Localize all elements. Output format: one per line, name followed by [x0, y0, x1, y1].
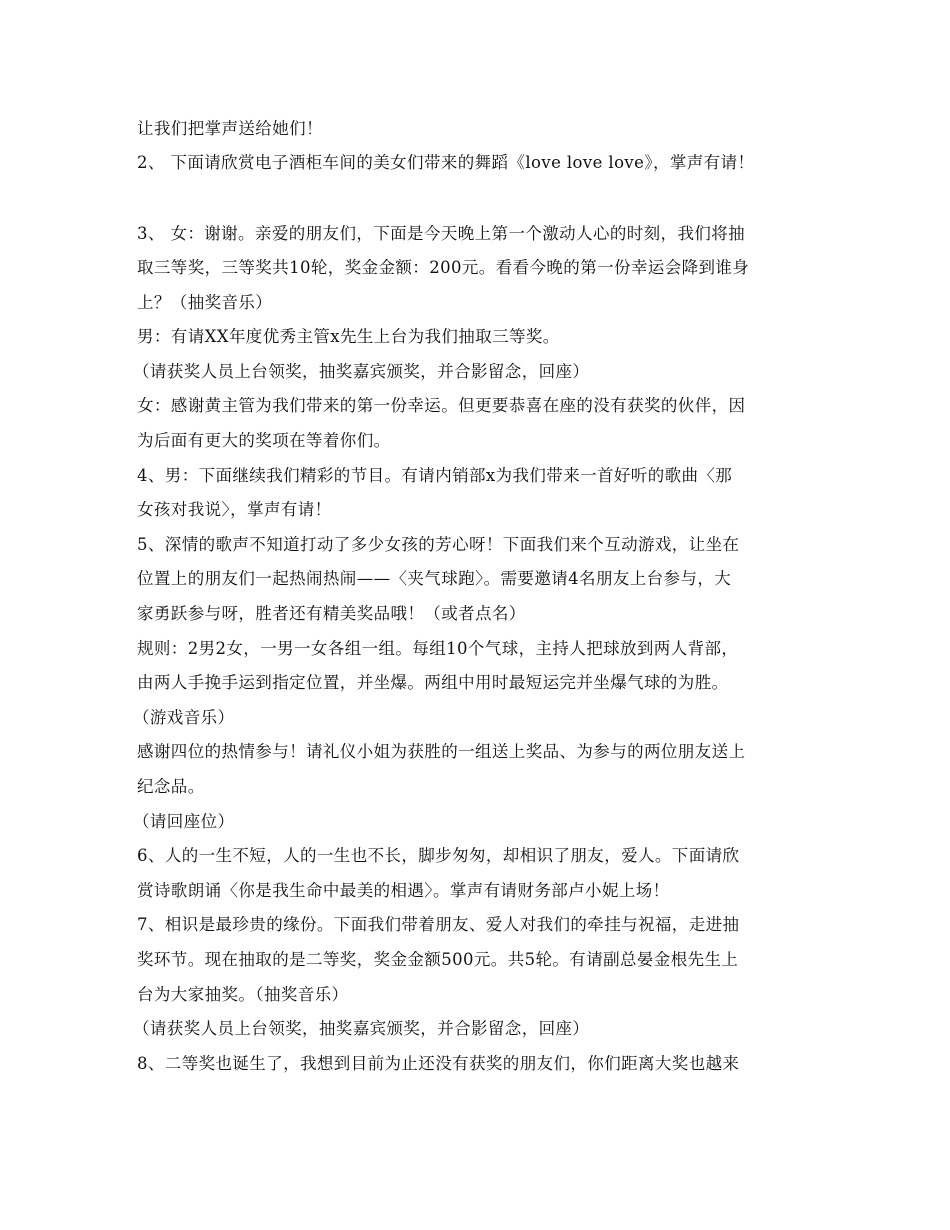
text-line: （请回座位）: [133, 812, 235, 831]
text-line: 赏诗歌朗诵〈你是我生命中最美的相遇〉。掌声有请财务部卢小妮上场！: [137, 881, 670, 900]
text-line: （游戏音乐）: [133, 708, 235, 727]
text-line: 取三等奖，三等奖共10轮，奖金金额：200元。看看今晚的第一份幸运会降到谁身: [137, 258, 750, 277]
text-line: 上？（抽奖音乐）: [137, 293, 273, 312]
text-line: 8、二等奖也诞生了，我想到目前为止还没有获奖的朋友们，你们距离大奖也越来: [137, 1054, 740, 1073]
text-line: 4、男：下面继续我们精彩的节目。有请内销部x为我们带来一首好听的歌曲〈那: [137, 466, 733, 485]
text-line: 5、深情的歌声不知道打动了多少女孩的芳心呀！下面我们来个互动游戏，让坐在: [137, 535, 740, 554]
text-line: 为后面有更大的奖项在等着你们。: [137, 431, 391, 450]
text-line: （请获奖人员上台领奖，抽奖嘉宾颁奖，并合影留念，回座）: [133, 362, 590, 381]
text-line: 男：有请XX年度优秀主管x先生上台为我们抽取三等奖。: [137, 327, 560, 346]
text-line: 感谢四位的热情参与！请礼仪小姐为获胜的一组送上奖品、为参与的两位朋友送上: [137, 742, 746, 761]
text-line: 女：感谢黄主管为我们带来的第一份幸运。但更要恭喜在座的没有获奖的伙伴，因: [137, 396, 746, 415]
text-line: 家勇跃参与呀，胜者还有精美奖品哦！（或者点名）: [137, 604, 526, 623]
text-line: 规则：2男2女，一男一女各组一组。每组10个气球，主持人把球放到两人背部，: [137, 639, 739, 658]
text-line: 女孩对我说〉，掌声有请！: [137, 500, 332, 519]
text-line: 3、 女：谢谢。亲爱的朋友们，下面是今天晚上第一个激动人心的时刻，我们将抽: [137, 224, 746, 243]
text-line: 2、 下面请欣赏电子酒柜车间的美女们带来的舞蹈《love love love》，掌声有请！: [137, 153, 755, 172]
text-line: 纪念品。: [137, 777, 205, 796]
text-line: 台为大家抽奖。（抽奖音乐）: [137, 985, 349, 1004]
text-line: 由两人手挽手运到指定位置，并坐爆。两组中用时最短运完并坐爆气球的为胜。: [137, 673, 729, 692]
text-line: （请获奖人员上台领奖，抽奖嘉宾颁奖，并合影留念，回座）: [133, 1019, 590, 1038]
text-line: 7、相识是最珍贵的缘份。下面我们带着朋友、爱人对我们的牵挂与祝福，走进抽: [137, 915, 740, 934]
text-line: 6、人的一生不短，人的一生也不长，脚步匆匆，却相识了朋友，爱人。下面请欣: [137, 846, 740, 865]
text-line: 位置上的朋友们一起热闹热闹——〈夹气球跑〉。需要邀请4名朋友上台参与，大: [137, 569, 732, 588]
text-line: 奖环节。现在抽取的是二等奖，奖金金额500元。共5轮。有请副总晏金根先生上: [137, 950, 739, 969]
text-line: 让我们把掌声送给她们！: [137, 119, 323, 138]
